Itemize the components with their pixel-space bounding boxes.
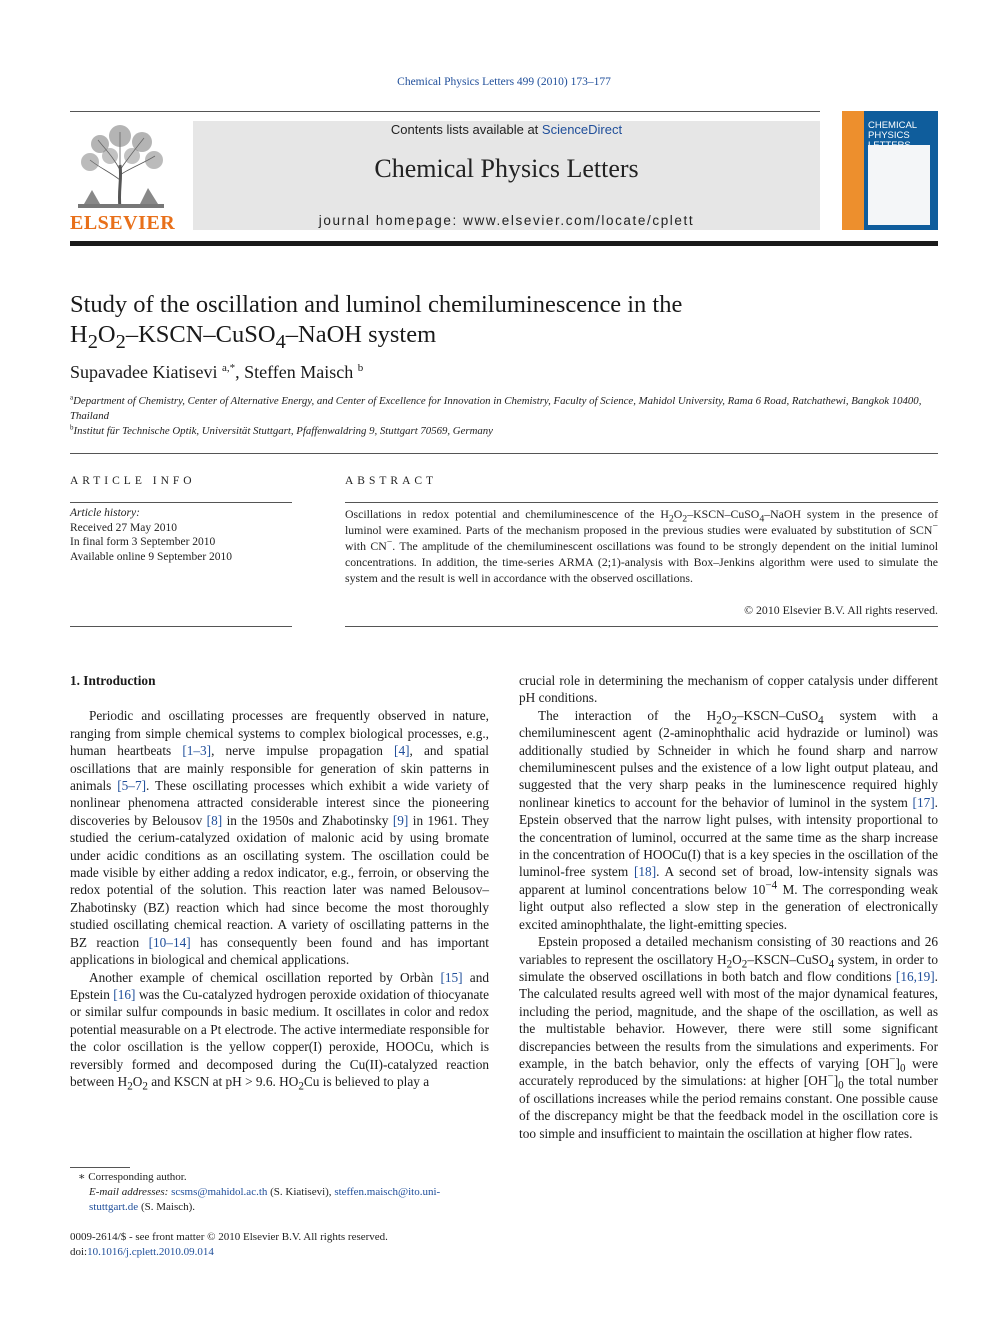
body-column-right	[519, 672, 938, 1142]
publisher-logo-text[interactable]: ELSEVIER	[70, 212, 176, 234]
footnote-rule	[70, 1167, 130, 1168]
article-title-formula: $H_2O_2-KSCN-CuSO_4$–NaOH system	[70, 321, 437, 353]
reference-link[interactable]: [16,19]	[895, 968, 935, 984]
contents-prefix: Contents lists available at	[390, 122, 542, 137]
journal-reference[interactable]: Chemical Physics Letters 499 (2010) 173–177	[397, 76, 611, 88]
journal-title: Chemical Physics Letters	[374, 154, 639, 183]
body-paragraph: Periodic and oscillating processes are frequently observed in nature, ranging from simple chemical systems to complex biological processes, e.g., human heartbeats [1–3], nerve impulse propagation [4], and spatial oscillations that are mainly responsible for generation of skin patterns in animals [5–7]. These oscillating processes which exhibit a wide variety of nonlinear phenomena attracted considerable interest since the pioneering discoveries by Belousov [8] in the 1950s and Zhabotinsky [9] in 1961. They studied the cerium-catalyzed oxidation of malonic acid by using bromate under acidic conditions as an oscillating system. The oscillation could be made visible by either adding a redox indicator, e.g., ferroin, or observing the redox potential of the solution. This reaction later was named Belousov–Zhabotinsky (BZ) reaction which had since become the most thoroughly studied oscillating chemical reaction. A variety of oscillating patterns in the BZ reaction [10–14] has consequently been found and has important applications in biological and chemical applications.	[70, 708, 489, 968]
reference-link[interactable]: [8]	[206, 812, 223, 828]
history-final-form: In final form 3 September 2010	[70, 536, 216, 548]
journal-homepage-link[interactable]: journal homepage: www.elsevier.com/locate/cplett	[318, 213, 695, 228]
journal-cover-thumbnail[interactable]	[842, 111, 938, 230]
email-addresses	[70, 1185, 489, 1215]
abstract-label: ABSTRACT	[345, 475, 438, 487]
contents-availability	[193, 122, 820, 137]
reference-link[interactable]: [5–7]	[117, 778, 147, 794]
cover-title-line: PHYSICS	[868, 130, 910, 141]
abstract-rule	[345, 502, 938, 503]
body-paragraph: Epstein proposed a detailed mechanism consisting of 30 reactions and 26 variables to represent the oscillatory $H_2O_2-KSCN-CuSO_4$ system, in order to simulate the observed oscillations in both batch and flow conditions [16,19]. The calculated results agreed well with most of the major dynamical features, including the period, magnitude, and the shape of the oscillation, as well as the multistable behavior. However, there were still some significant discrepancies between the results from the simulations and experiments. For example, in the batch behavior, only the effects of varying $[OH^-]_0$ were accurately reproduced by the simulations: at higher $[OH^-]_0$ the total number of oscillations increases while the period remains constant. One possible cause of the discrepancy might be that the feedback model in the oscillation core is too simple and insufficient to maintain the oscillation at higher flow rates.	[519, 934, 938, 1141]
reference-link[interactable]: [15]	[440, 969, 463, 985]
doi-line	[70, 1245, 489, 1260]
affiliation-b: $^b$Institut für Technische Optik, Universität Stuttgart, Pfaffenwaldring 9, Stuttgart 70569, Germany	[70, 423, 493, 437]
history-label: Article history:	[70, 507, 140, 519]
article-history	[70, 506, 292, 564]
doi-link[interactable]: 10.1016/j.cplett.2010.09.014	[87, 1246, 214, 1258]
reference-link[interactable]: [9]	[392, 812, 409, 828]
email-link-maisch[interactable]: steffen.maisch@ito.uni-stuttgart.de	[89, 1186, 441, 1213]
front-matter-info	[70, 1230, 489, 1260]
history-received: Received 27 May 2010	[70, 521, 177, 534]
header-rule	[70, 111, 820, 112]
article-info-rule	[70, 502, 292, 503]
cover-graphic	[868, 145, 930, 225]
reference-link[interactable]: [16]	[113, 986, 136, 1002]
reference-link[interactable]: [18]	[633, 864, 657, 880]
body-paragraph: Another example of chemical oscillation reported by Orbàn [15] and Epstein [16] was the Cu-catalyzed hydrogen peroxide oxidation of thiocyanate or similar sulfur compounds in basic medium. It oscillates in color and redox potential measurable on a Pt electrode. The active intermediate responsible for the color oscillation is the yellow copper(I) peroxide, HOOCu, which is reversibly formed and decomposed during the Cu(II)-catalyzed reaction between $H_2O_2$ and KSCN at pH > 9.6. $HO_2Cu$ is believed to play a	[70, 969, 489, 1093]
abstract-copyright: © 2010 Elsevier B.V. All rights reserved.	[744, 603, 938, 617]
email-owner: (S. Maisch).	[138, 1201, 196, 1213]
section-heading-introduction: 1. Introduction	[70, 673, 156, 688]
abstract-text: Oscillations in redox potential and chemiluminescence of the $H_2O_2-KSCN-CuSO_4$–NaOH system in the presence of luminol were examined. Parts of the mechanism proposed in the previous studies were evaluated by substitution of SCN− with CN−. The amplitude of the chemiluminescent oscillations was found to be strongly dependent on the initial luminol concentrations. In addition, the time-series ARMA (2;1)-analysis with Box–Jenkins algorithm were used to simulate the system and the result is well in accordance with the observed oscillations.	[345, 507, 938, 585]
section-rule	[70, 453, 938, 454]
issn-line: 0009-2614/$ - see front matter © 2010 Elsevier B.V. All rights reserved.	[70, 1231, 388, 1243]
doi-label: doi:	[70, 1246, 88, 1258]
email-link-kiatisevi[interactable]: scsms@mahidol.ac.th	[171, 1186, 268, 1198]
sciencedirect-link[interactable]: ScienceDirect	[541, 122, 623, 137]
body-paragraph: crucial role in determining the mechanism of copper catalysis under different pH conditions.	[519, 673, 938, 706]
article-info-label: ARTICLE INFO	[70, 475, 196, 487]
corresponding-author-note: ∗ Corresponding author.	[78, 1171, 187, 1183]
reference-link[interactable]: [17]	[912, 794, 935, 810]
history-online: Available online 9 September 2010	[70, 550, 233, 563]
footnotes	[70, 1170, 489, 1215]
cover-accent-strip	[842, 111, 864, 230]
reference-link[interactable]: [1–3]	[182, 743, 212, 759]
body-paragraph: The interaction of the $H_2O_2-KSCN-CuSO_4$ system with a chemiluminescent agent (2-aminophthalic acid hydrazide or luminol) was additionally studied by Schneider in which he found sharp and narrow chemiluminescent pulses and the existence of a low light output plateau, and suggested that the very sharp peaks in the luminescence required highly nonlinear kinetics to account for the behavior of luminol in the system [17]. Epstein observed that the narrow light pulses, with intensity proportional to the concentration of luminol, occurred at the same time as the sharp increase in the concentration of HOOCu(I) that is a key species in the oscillation of the luminol-free system [18]. A second set of broad, low-intensity signals was apparent at luminol concentrations below $10^{-4}$ M. The corresponding weak light output also reflected a slow step in the generation of electronically excited aminophthalate, the light-emitting species.	[519, 707, 938, 932]
article-info-rule	[70, 626, 292, 627]
article-title-line: Study of the oscillation and luminol chemiluminescence in the	[70, 291, 683, 318]
abstract-rule	[345, 626, 938, 627]
cover-title-line: CHEMICAL	[868, 120, 918, 131]
article-title	[70, 290, 930, 353]
author-list: Supavadee Kiatisevi $^{a,*}$, Steffen Maisch $^b$	[70, 362, 364, 382]
email-owner: (S. Kiatisevi),	[267, 1186, 335, 1198]
body-column-left	[70, 672, 489, 1093]
reference-link[interactable]: [10–14]	[148, 934, 191, 950]
reference-link[interactable]: [4]	[394, 743, 410, 759]
header-thick-rule	[70, 241, 938, 246]
email-label: E-mail addresses:	[89, 1186, 172, 1198]
affiliation-a: $^a$Department of Chemistry, Center of Alternative Energy, and Center of Excellence for Innovation in Chemistry, Faculty of Science, Mahidol University, Rama 6 Road, Ratchathewi, Bangkok 10400, Thailand	[70, 393, 922, 422]
